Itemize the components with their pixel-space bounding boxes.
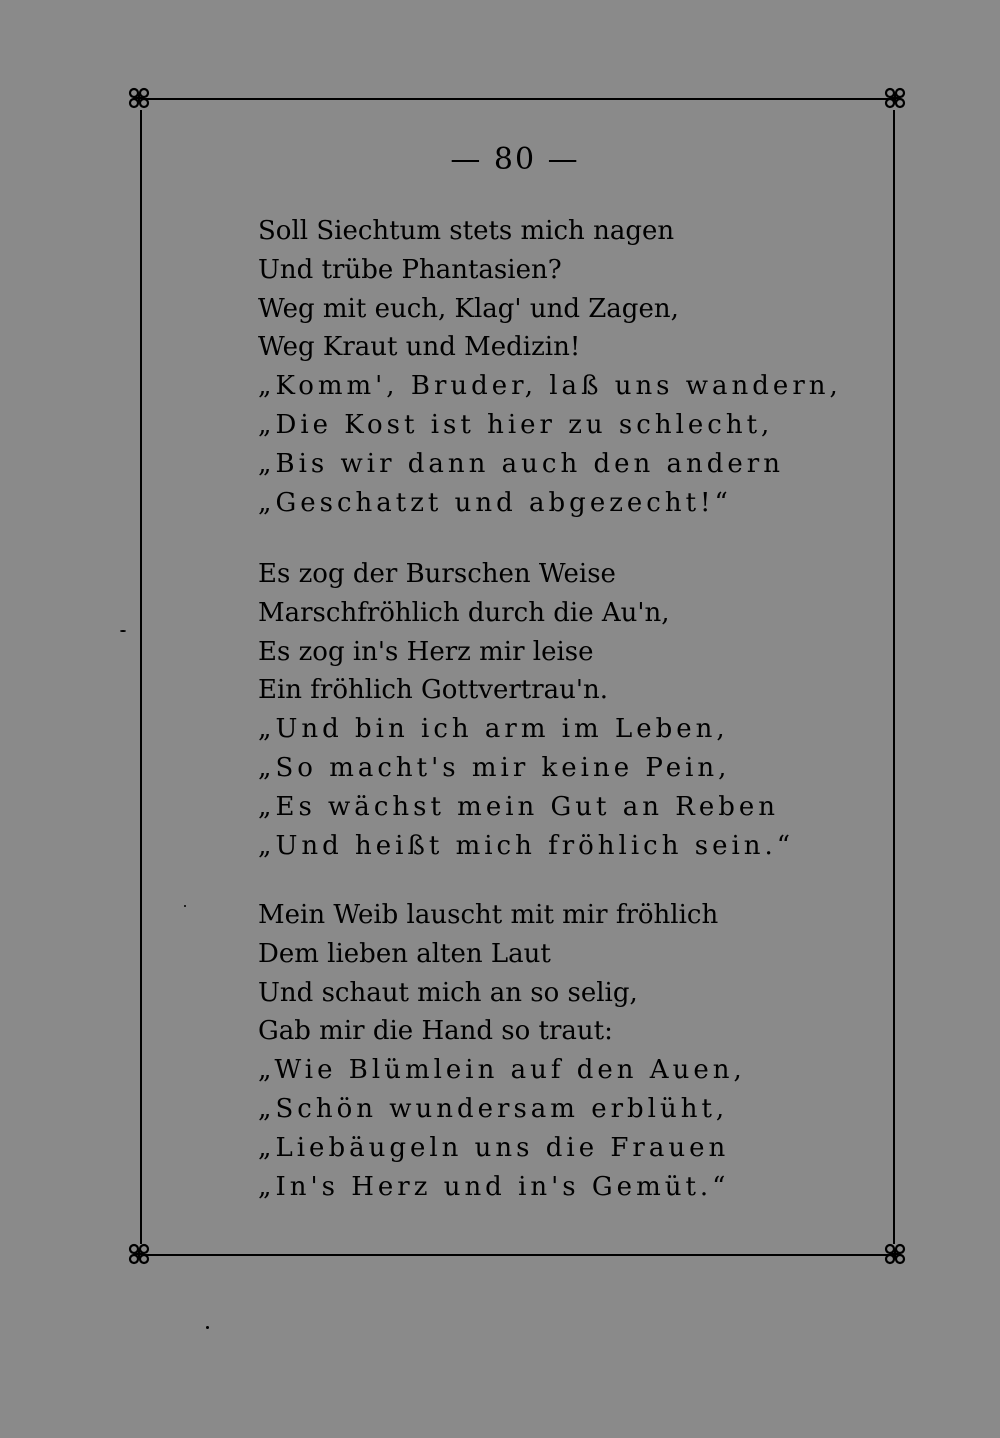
verse-line: „Geschatzt und abgezecht!“ (258, 487, 732, 518)
verse-line: Soll Siechtum stets mich nagen (258, 216, 675, 246)
knot-ornament-icon (128, 87, 150, 109)
verse-line: „In's Herz und in's Gemüt.“ (258, 1171, 730, 1202)
frame-bottom-rule (144, 1254, 894, 1256)
frame-right-rule (893, 110, 895, 1244)
verse-line: „Die Kost ist hier zu schlecht, (258, 409, 774, 440)
verse-line: Es zog in's Herz mir leise (258, 636, 594, 667)
verse-line: Gab mir die Hand so traut: (258, 1016, 613, 1047)
verse-line: „Liebäugeln uns die Frauen (258, 1132, 730, 1163)
stanza (258, 555, 858, 865)
verse-line: „Schön wundersam erblüht, (258, 1093, 729, 1124)
verse-line: Und schaut mich an so selig, (258, 977, 638, 1008)
verse-line: „Und heißt mich fröhlich sein.“ (258, 830, 795, 861)
verse-line: „So macht's mir keine Pein, (258, 752, 731, 783)
verse-line: „Es wächst mein Gut an Reben (258, 791, 780, 822)
verse-line: Es zog der Burschen Weise (258, 559, 616, 589)
verse-line: Und trübe Phantasien? (258, 254, 562, 285)
verse-line: „Komm', Bruder, laß uns wandern, (258, 371, 842, 402)
knot-ornament-icon (128, 1243, 150, 1265)
print-speck (184, 905, 186, 907)
verse-line: Dem lieben alten Laut (258, 938, 551, 969)
verse-line: Weg mit euch, Klag' und Zagen, (258, 293, 679, 324)
verse-line: Ein fröhlich Gottvertrau'n. (258, 675, 609, 706)
frame-left-rule (140, 110, 142, 1244)
knot-ornament-icon (884, 87, 906, 109)
verse-line: „Bis wir dann auch den andern (258, 448, 784, 479)
print-speck (120, 630, 126, 632)
knot-ornament-icon (884, 1243, 906, 1265)
verse-line: Mein Weib lauscht mit mir fröhlich (258, 900, 719, 930)
verse-line: Marschfröhlich durch die Au'n, (258, 597, 670, 628)
verse-line: „Und bin ich arm im Leben, (258, 714, 729, 745)
verse-line: Weg Kraut und Medizin! (258, 332, 581, 363)
print-speck (206, 1326, 209, 1329)
page-number: — 80 — (450, 142, 580, 177)
frame-top-rule (144, 98, 894, 100)
verse-line: „Wie Blümlein auf den Auen, (258, 1055, 746, 1086)
stanza (258, 212, 858, 522)
stanza (258, 896, 858, 1206)
